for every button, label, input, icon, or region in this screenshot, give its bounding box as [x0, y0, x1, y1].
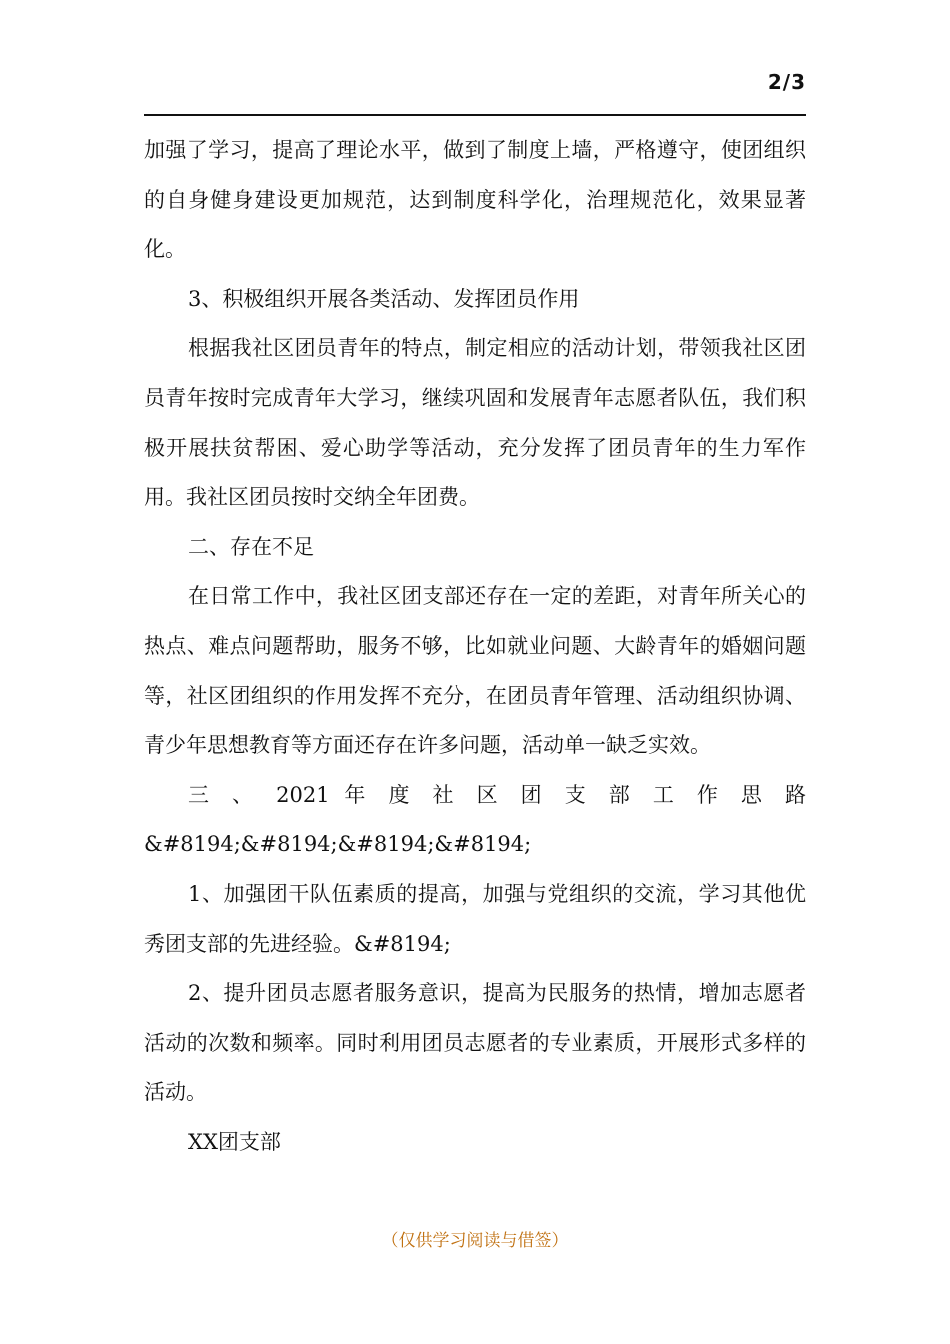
page-number: 2/3: [767, 70, 806, 94]
heading-item-3: 3、积极组织开展各类活动、发挥团员作用: [188, 286, 580, 311]
signature-line: XX团支部: [188, 1129, 281, 1154]
document-body: [144, 126, 806, 1167]
paragraph-shortcomings: 在日常工作中，我社区团支部还存在一定的差距，对青年所关心的热点、难点问题帮助，服务不够，比如就业问题、大龄青年的婚姻问题等，社区团组织的作用发挥不充分，在团员青年管理、活动组织协调、青少年思想教育等方面还存在许多问题，活动单一缺乏实效。: [144, 584, 806, 758]
heading-shortcomings: 二、存在不足: [188, 534, 314, 559]
header-divider: [144, 114, 806, 116]
paragraph-continuation: 加强了学习，提高了理论水平，做到了制度上墙，严格遵守，使团组织的自身健身建设更加规范，达到制度科学化，治理规范化，效果显著化。: [144, 138, 806, 262]
footer-disclaimer: （仅供学习阅读与借签）: [381, 1231, 569, 1251]
paragraph-activities: 根据我社区团员青年的特点，制定相应的活动计划，带领我社区团员青年按时完成青年大学习，继续巩固和发展青年志愿者队伍，我们积极开展扶贫帮困、爱心助学等活动，充分发挥了团员青年的生力军作用。我社区团员按时交纳全年团费。: [144, 336, 806, 510]
heading-2021-plan: 三 、 2021 年 度 社 区 团 支 部 工 作 思 路: [188, 782, 806, 807]
plan-item-2: 2、提升团员志愿者服务意识，提高为民服务的热情，增加志愿者活动的次数和频率。同时利用团员志愿者的专业素质，开展形式多样的活动。: [144, 981, 806, 1105]
plan-item-1: 1、加强团干队伍素质的提高，加强与党组织的交流，学习其他优秀团支部的先进经验。&#8194;: [144, 881, 806, 956]
entity-code-line: &#8194;&#8194;&#8194;&#8194;: [144, 832, 532, 857]
